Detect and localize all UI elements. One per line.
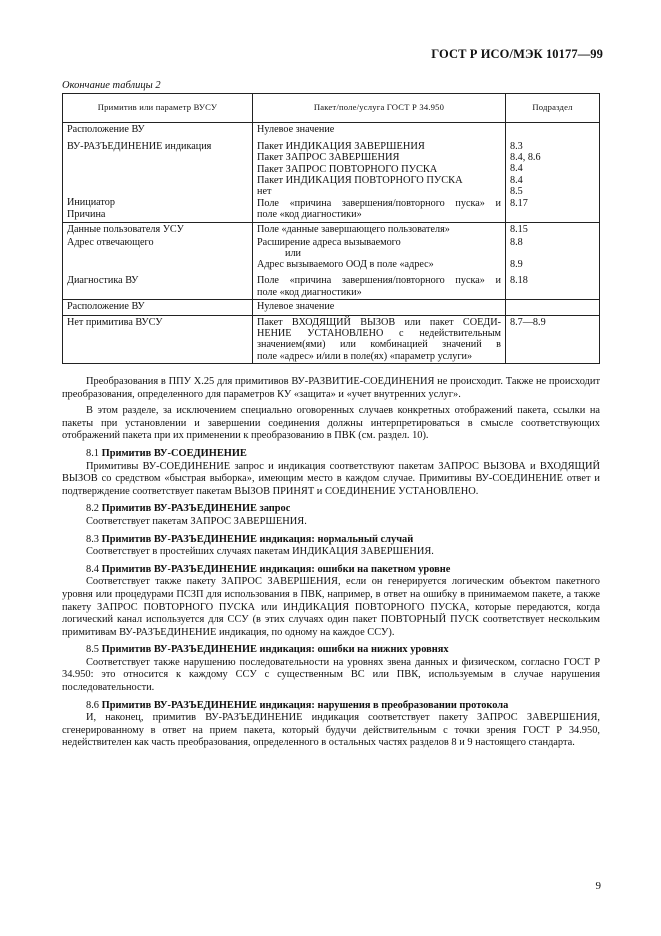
section-title: Примитив ВУ-РАЗЪЕДИНЕНИЕ индикация: ошибки на нижних уровнях xyxy=(101,644,449,656)
cell-primitive: Расположение ВУ xyxy=(63,299,253,315)
paragraph: И, наконец, примитив ВУ-РАЗЪЕДИНЕНИЕ индикация соответствует пакету ЗАПРОС ЗАВЕРШЕНИЯ, сгенерированному в ответ на прием пакета, который будучи действительным с точки зрения ГОСТ Р 34.950, недействителен как часть преобразования, определенного в остальных частях разделов 8 и 9 настоящего стандарта. xyxy=(62,712,600,749)
section-title: Примитив ВУ-РАЗЪЕДИНЕНИЕ запрос xyxy=(101,503,291,515)
cell-subsection: 8.4 xyxy=(510,174,523,186)
table-row xyxy=(63,222,600,236)
cell-primitive: Нет примитива ВУСУ xyxy=(63,316,253,364)
cell-primitive: Причина xyxy=(67,208,106,220)
cell-packet: поле «код диагностики» xyxy=(257,209,362,221)
section-title: Примитив ВУ-РАЗЪЕДИНЕНИЕ индикация: нормальный случай xyxy=(101,533,414,545)
cell-subsection: 8.5 xyxy=(510,185,523,197)
column-header-packet: Пакет/поле/услуга ГОСТ Р 34.950 xyxy=(253,94,506,123)
cell-packet: Поле «данные завершающего пользователя» xyxy=(253,222,506,236)
cell-packet: поле «адрес» и/или в поле(ях) «параметр услуги» xyxy=(257,350,473,362)
cell-packet: Пакет ИНДИКАЦИЯ ПОВТОРНОГО ПУСКА xyxy=(257,174,463,186)
cell-subsection: 8.17 xyxy=(510,198,528,210)
section-heading-8-5 xyxy=(62,644,600,657)
section-heading-8-4 xyxy=(62,564,600,577)
column-header-subsection: Подраздел xyxy=(506,94,600,123)
cell-packet: значением(ями) или комбинацией значений в xyxy=(257,339,501,351)
cell-subsection: 8.18 xyxy=(506,271,600,299)
cell-packet: нет xyxy=(257,186,272,198)
table-row xyxy=(63,236,600,272)
section-title: Примитив ВУ-СОЕДИНЕНИЕ xyxy=(101,447,247,459)
paragraph: Соответствует также нарушению последовательности на уровнях звена данных и физическом, согласно ГОСТ Р 34.950: это относится к каждому ССУ с существенным ВС или ПВК, используемым в случае нарушения последовательности. xyxy=(62,656,600,694)
cell-subsection: 8.8 xyxy=(510,236,523,248)
document-header: ГОСТ Р ИСО/МЭК 10177—99 xyxy=(431,47,603,61)
paragraph: В этом разделе, за исключением специально оговоренных случаев конкретных отображений пакета, ссылки на пакеты при установлении и завершении соединения должны интерпретироваться в смысле соответствующих отображений пакета при их применении к преобразованию в ПВК (см. раздел. 10). xyxy=(62,405,600,442)
cell-packet: Поле «причина завершения/повторного пуска» и xyxy=(257,275,501,287)
cell-packet: Расширение адреса вызываемого xyxy=(257,236,401,248)
cell-primitive: Диагностика ВУ xyxy=(63,271,253,299)
cell-primitive: Данные пользователя УСУ xyxy=(63,222,253,236)
section-heading-8-3 xyxy=(62,534,600,547)
paragraph: Соответствует пакетам ЗАПРОС ЗАВЕРШЕНИЯ. xyxy=(86,515,307,527)
table-row xyxy=(63,123,600,223)
paragraph: Примитивы ВУ-СОЕДИНЕНИЕ запрос и индикация соответствуют пакетам ЗАПРОС ВЫЗОВА и ВХОДЯЩИЙ ВЫЗОВ со средством «быстрая выборка», имеющим место в каждом случае. Примитивы ВУ-СОЕДИНЕНИЕ ответ и подтверждение соответствует пакетам ВЫЗОВ ПРИНЯТ и СОЕДИНЕНИЕ УСТАНОВЛЕНО. xyxy=(62,460,600,497)
cell-packet: НЕНИЕ УСТАНОВЛЕНО с недействительным xyxy=(257,328,501,340)
paragraph: Соответствует также пакету ЗАПРОС ЗАВЕРШЕНИЯ, если он генерируется логическим объектом пакетного уровня или процедурами ПСЗП для использования в ПВК, например, в ответ на ошибку в принимаемом пакете, а также пакету ЗАПРОС ПОВТОРНОГО ПУСКА или ИНДИКАЦИЯ ПОВТОРНОГО ПУСКА, которые передаются, когда логический канал используется для ССУ (в этих случаях один пакет ПОВТОРНЫЙ ПУСК соответствует нескольким примитивам ВУ-РАЗЪЕДИНЕНИЕ индикация, по одному на каждое ССУ). xyxy=(62,576,600,638)
paragraph: Соответствует в простейших случаях пакетам ИНДИКАЦИЯ ЗАВЕРШЕНИЯ. xyxy=(86,546,434,558)
cell-subsection: 8.15 xyxy=(506,222,600,236)
cell-subsection: 8.7—8.9 xyxy=(506,316,600,364)
cell-primitive: Расположение ВУ xyxy=(67,124,145,135)
section-heading-8-1 xyxy=(62,448,600,461)
section-number: 8.5 xyxy=(86,644,99,656)
cell-packet: поле «код диагностики» xyxy=(257,286,362,298)
cell-packet: Пакет ЗАПРОС ПОВТОРНОГО ПУСКА xyxy=(257,163,438,175)
page-number: 9 xyxy=(595,880,601,892)
section-heading-8-2 xyxy=(62,503,600,516)
section-number: 8.4 xyxy=(86,563,99,575)
mapping-table xyxy=(62,93,600,364)
table-row xyxy=(63,299,600,315)
paragraph: Преобразования в ППУ Х.25 для примитивов ВУ-РАЗВИТИЕ-СОЕДИНЕНИЯ не происходит. Также не происходит преобразования, определенного для параметров КУ «защита» и «учет внутренних услуг». xyxy=(62,376,600,400)
cell-packet: Пакет ЗАПРОС ЗАВЕРШЕНИЯ xyxy=(257,152,400,164)
cell-primitive: Адрес отвечающего xyxy=(63,236,253,272)
cell-packet: Поле «причина завершения/повторного пуска» и xyxy=(257,198,501,210)
cell-packet: Нулевое значение xyxy=(253,299,506,315)
cell-packet: Адрес вызываемого ООД в поле «адрес» xyxy=(257,259,434,271)
body-text xyxy=(62,376,600,750)
table-row xyxy=(63,271,600,299)
cell-subsection: 8.4, 8.6 xyxy=(510,152,541,164)
cell-primitive: Инициатор xyxy=(67,197,115,209)
section-title: Примитив ВУ-РАЗЪЕДИНЕНИЕ индикация: нарушения в преобразовании протокола xyxy=(101,699,509,711)
table-caption: Окончание таблицы 2 xyxy=(62,80,161,91)
section-title: Примитив ВУ-РАЗЪЕДИНЕНИЕ индикация: ошибки на пакетном уровне xyxy=(101,563,451,575)
column-header-primitive: Примитив или параметр ВУСУ xyxy=(63,94,253,123)
section-heading-8-6 xyxy=(62,700,600,713)
cell-packet: или xyxy=(285,248,301,260)
section-number: 8.3 xyxy=(86,533,99,545)
cell-packet: Пакет ВХОДЯЩИЙ ВЫЗОВ или пакет СОЕДИ- xyxy=(257,317,501,329)
section-number: 8.1 xyxy=(86,447,99,459)
cell-packet: Пакет ИНДИКАЦИЯ ЗАВЕРШЕНИЯ xyxy=(257,141,425,153)
cell-primitive: ВУ-РАЗЪЕДИНЕНИЕ индикация xyxy=(67,141,212,153)
table-row xyxy=(63,316,600,364)
section-number: 8.2 xyxy=(86,503,99,515)
table-header-row xyxy=(63,94,600,123)
section-number: 8.6 xyxy=(86,699,99,711)
cell-subsection: 8.9 xyxy=(510,259,523,271)
cell-subsection: 8.3 xyxy=(510,141,523,152)
cell-subsection: 8.4 xyxy=(510,163,523,175)
cell-packet: Нулевое значение xyxy=(257,124,335,135)
